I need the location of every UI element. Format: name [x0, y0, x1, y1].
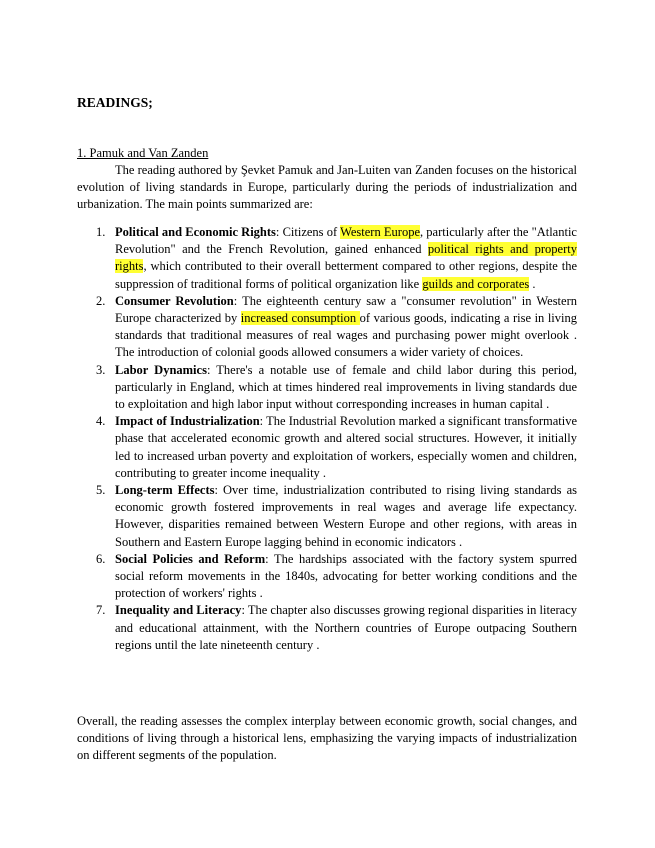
list-item — [77, 224, 577, 293]
conclusion-paragraph: Overall, the reading assesses the complex interplay between economic growth, social changes, and conditions of living through a historical lens, emphasizing the varying impacts of industrialization on different segments of the population. — [77, 714, 577, 763]
item-number: 7. — [96, 603, 106, 618]
highlighted-text: Western Europe — [340, 225, 420, 239]
item-text: : There's a notable use of female and child labor during this period, particularly in England, which at times hindered real improvements in living standards due to exploitation and high labor input without corresponding increases in human capital . — [115, 362, 578, 412]
item-title: Labor Dynamics — [115, 362, 207, 377]
highlighted-text: guilds and corporates — [422, 276, 530, 291]
highlighted-text: increased consumption — [240, 311, 360, 326]
item-title: Impact of Industrialization — [115, 414, 260, 429]
item-text: , which contributed to their overall betterment compared to other regions, despite the suppression of traditional forms of political organization like — [115, 259, 577, 291]
item-text: of various goods, indicating a rise in living standards that traditional measures of real wages and purchasing power might overlook . The introduction of colonial goods allowed consumers a wider variety of choices. — [115, 311, 577, 360]
item-text: . — [529, 276, 536, 291]
intro-paragraph: The reading authored by Şevket Pamuk and Jan-Luiten van Zanden focuses on the historical evolution of living standards in Europe, particularly during the periods of industrialization and urbanization. The main points summarized are: — [77, 163, 577, 212]
item-number: 5. — [96, 483, 106, 498]
item-text: : The hardships associated with the factory system spurred social reform movements in the 1840s, advocating for better working conditions and the protection of workers' rights . — [115, 551, 577, 601]
highlighted-text: political rights and property rights — [115, 242, 577, 274]
item-title: Inequality and Literacy — [115, 603, 242, 618]
item-number: 1. — [96, 225, 106, 239]
item-text: : The Industrial Revolution marked a significant transformative phase that accelerated economic growth and altered social structures. However, it initially led to increased urban poverty and exploitation of workers, especially women and children, contributing to greater income inequality . — [115, 414, 577, 480]
page-heading: READINGS; — [77, 95, 153, 110]
item-text: : The eighteenth century saw a "consumer revolution" in Western Europe characterized by — [115, 293, 577, 326]
summary-list — [77, 224, 577, 654]
item-text: : Citizens of — [275, 225, 341, 239]
item-text: , particularly after the "Atlantic Revolution" and the French Revolution, gained enhanced — [115, 225, 577, 257]
item-number: 6. — [96, 551, 106, 566]
list-item — [77, 293, 577, 362]
item-number: 2. — [96, 293, 106, 308]
item-number: 4. — [96, 414, 106, 429]
list-item — [77, 551, 577, 603]
item-text: : The chapter also discusses growing regional disparities in literacy and educational attainment, with the Northern countries of Europe outpacing Southern regions until the late nineteenth century . — [115, 603, 577, 652]
item-title: Social Policies and Reform — [115, 551, 266, 566]
item-number: 3. — [96, 362, 106, 377]
item-title: Long-term Effects — [115, 483, 215, 498]
list-item — [77, 602, 577, 654]
item-title: Consumer Revolution — [115, 293, 234, 308]
section-title: 1. Pamuk and Van Zanden — [77, 146, 209, 160]
item-text: : Over time, industrialization contributed to rising living standards as economic growth fostered improvements in real wages and average life expectancy. However, disparities remained between Western Europe and other regions, with areas in Southern and Eastern Europe lagging behind in economic indicators . — [115, 483, 577, 549]
list-item — [77, 362, 577, 414]
list-item — [77, 413, 577, 482]
list-item — [77, 482, 577, 551]
item-title: Political and Economic Rights — [115, 225, 276, 239]
